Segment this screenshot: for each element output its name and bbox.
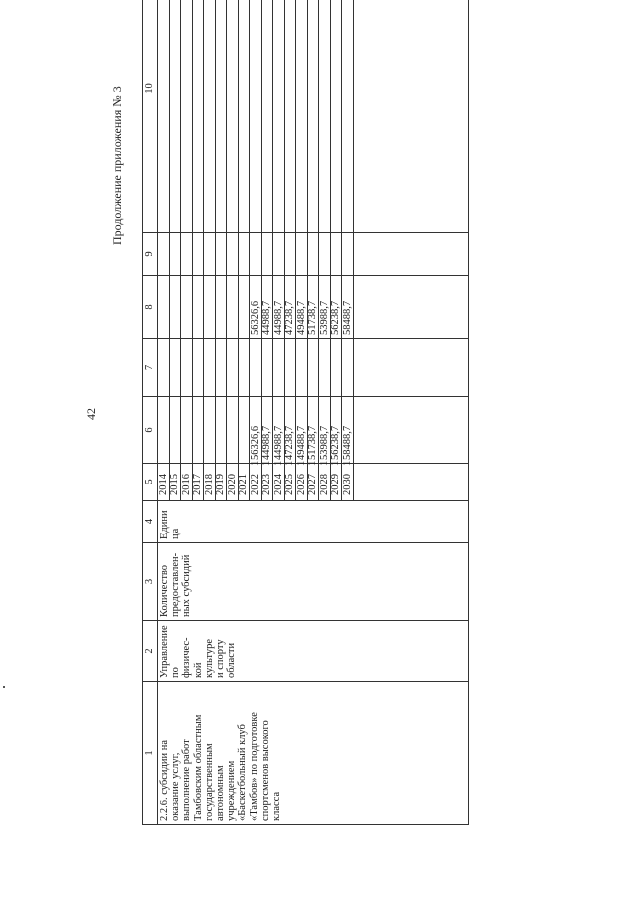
year-cell [158, 464, 170, 500]
col9-value [331, 233, 343, 275]
col7-value [158, 339, 170, 396]
unit-text: Едини ца [159, 510, 182, 539]
col8-value: 47238,7 [285, 276, 297, 338]
year-cell [272, 460, 285, 500]
col9-value [250, 233, 262, 275]
year-cell [341, 460, 354, 500]
col7-value [319, 339, 331, 396]
header-number-row [143, 0, 158, 825]
col7-value [342, 339, 354, 396]
column-9-cell [158, 233, 469, 276]
year-label: 2018 [203, 474, 215, 495]
year-list [157, 460, 354, 500]
col6-value: 51738,7 [308, 397, 320, 463]
col10-value [239, 0, 251, 232]
scan-speck [3, 686, 5, 688]
col7-value [273, 339, 285, 396]
col9-value [239, 233, 251, 275]
col8-value: 44988,7 [273, 276, 285, 338]
year-label: 2023 [261, 474, 273, 495]
col5-value: 1 [318, 460, 330, 466]
col-number: 1 [143, 682, 158, 825]
col9-value [216, 233, 228, 275]
col7-value [193, 339, 205, 396]
col7-value [285, 339, 297, 396]
col8-list [158, 276, 354, 338]
appendix-continuation-label: Продолжение приложения № 3 [110, 86, 124, 245]
col6-list [158, 397, 354, 463]
col8-value: 44988,7 [262, 276, 274, 338]
col8-value [158, 276, 170, 338]
column-7-cell [158, 339, 469, 397]
col6-value [170, 397, 182, 463]
col6-value: 56326,6 [250, 397, 262, 463]
col5-value: 1 [307, 460, 319, 466]
col6-value: 44988,7 [262, 397, 274, 463]
col6-value [227, 397, 239, 463]
col10-value [331, 0, 343, 232]
col5-value: 1 [295, 460, 307, 466]
col10-value [296, 0, 308, 232]
col10-value [285, 0, 297, 232]
col10-list [158, 0, 354, 232]
col10-value [204, 0, 216, 232]
col7-value [181, 339, 193, 396]
col9-value [158, 233, 170, 275]
col10-value [181, 0, 193, 232]
col9-value [262, 233, 274, 275]
col9-value [193, 233, 205, 275]
indicator-cell [158, 543, 469, 621]
col7-value [250, 339, 262, 396]
col8-value: 56326,6 [250, 276, 262, 338]
program-table [142, 0, 469, 825]
col9-value [204, 233, 216, 275]
col8-value: 49488,7 [296, 276, 308, 338]
year-cell [295, 460, 308, 500]
year-cell [170, 464, 182, 500]
year-cell [249, 460, 262, 500]
col7-value [227, 339, 239, 396]
year-label: 2016 [180, 474, 192, 495]
col5-value: 1 [330, 460, 342, 466]
col5-value: 1 [272, 460, 284, 466]
col9-value [308, 233, 320, 275]
col9-value [319, 233, 331, 275]
column-5-cell [157, 460, 469, 501]
col10-value [227, 0, 239, 232]
col9-value [181, 233, 193, 275]
unit-cell [158, 501, 469, 543]
year-label: 2029 [330, 474, 342, 495]
year-label: 2027 [307, 474, 319, 495]
col-number: 5 [143, 464, 158, 501]
col9-value [296, 233, 308, 275]
col9-value [170, 233, 182, 275]
col10-value [193, 0, 205, 232]
page-number: 42 [84, 408, 98, 420]
col-number: 2 [143, 621, 158, 682]
year-label: 2028 [318, 474, 330, 495]
col-number: 4 [143, 501, 158, 543]
col7-value [296, 339, 308, 396]
indicator-text: Количество предоставлен- ных субсидий [159, 552, 193, 617]
col10-value [319, 0, 331, 232]
executor-cell [158, 621, 469, 682]
col5-value: 1 [249, 460, 261, 466]
year-label: 2030 [341, 474, 353, 495]
year-cell [181, 464, 193, 500]
col7-value [239, 339, 251, 396]
col6-value: 44988,7 [273, 397, 285, 463]
col-number: 3 [143, 543, 158, 621]
year-label: 2019 [215, 474, 227, 495]
col10-value [273, 0, 285, 232]
col10-value [308, 0, 320, 232]
col8-value [227, 276, 239, 338]
year-cell [330, 460, 343, 500]
year-label: 2025 [284, 474, 296, 495]
col-number: 8 [143, 276, 158, 339]
measure-text: 2.2.6. субсидии на оказание услуг, выполнение работ Тамбовским областным государственным автономным учреждением «Баскетбольный клуб «Тамбов» по подготовке спортсменов высокого класса [159, 712, 283, 821]
col7-value [170, 339, 182, 396]
col8-value: 53988,7 [319, 276, 331, 338]
col-number: 6 [143, 397, 158, 464]
col7-value [331, 339, 343, 396]
year-label: 2020 [226, 474, 238, 495]
year-cell [216, 464, 228, 500]
year-label: 2014 [157, 474, 169, 495]
col10-value [250, 0, 262, 232]
column-8-cell [158, 276, 469, 339]
col9-value [273, 233, 285, 275]
executor-text: Управление по физичес- кой культуре и спорту области [159, 625, 238, 678]
column-10-cell [158, 0, 469, 233]
col-number: 10 [143, 0, 158, 233]
col8-value: 56238,7 [331, 276, 343, 338]
year-label: 2024 [272, 474, 284, 495]
col6-value: 53988,7 [319, 397, 331, 463]
col6-value: 56238,7 [331, 397, 343, 463]
col10-value [262, 0, 274, 232]
year-label: 2017 [192, 474, 204, 495]
col6-value [216, 397, 228, 463]
col5-value: 1 [261, 460, 273, 466]
col6-value: 47238,7 [285, 397, 297, 463]
col10-value [342, 0, 354, 232]
year-cell [227, 464, 239, 500]
year-cell [239, 464, 251, 500]
col7-value [262, 339, 274, 396]
col6-value: 58488,7 [342, 397, 354, 463]
col6-value [181, 397, 193, 463]
year-label: 2015 [169, 474, 181, 495]
col6-value [204, 397, 216, 463]
col8-value [239, 276, 251, 338]
column-6-cell [158, 397, 469, 464]
col8-value [181, 276, 193, 338]
col8-value [170, 276, 182, 338]
col7-value [308, 339, 320, 396]
col10-value [170, 0, 182, 232]
year-cell [261, 460, 274, 500]
col9-value [342, 233, 354, 275]
year-label: 2021 [238, 474, 250, 495]
col6-value [239, 397, 251, 463]
col10-value [158, 0, 170, 232]
year-cell [307, 460, 320, 500]
col5-value: 1 [341, 460, 353, 466]
col9-list [158, 233, 354, 275]
year-cell [193, 464, 205, 500]
year-cell [284, 460, 297, 500]
col6-value [193, 397, 205, 463]
measure-cell [158, 682, 469, 825]
col-number: 7 [143, 339, 158, 397]
year-cell [318, 460, 331, 500]
col7-list [158, 339, 354, 396]
table-row [158, 0, 469, 825]
col8-value [216, 276, 228, 338]
col5-value: 1 [284, 460, 296, 466]
col6-value: 49488,7 [296, 397, 308, 463]
col6-value [158, 397, 170, 463]
year-label: 2022 [249, 474, 261, 495]
col7-value [216, 339, 228, 396]
col8-value [204, 276, 216, 338]
col10-value [216, 0, 228, 232]
col7-value [204, 339, 216, 396]
col8-value: 58488,7 [342, 276, 354, 338]
col8-value: 51738,7 [308, 276, 320, 338]
col-number: 9 [143, 233, 158, 276]
col9-value [285, 233, 297, 275]
rotated-table-container [142, 45, 469, 825]
col9-value [227, 233, 239, 275]
year-cell [204, 464, 216, 500]
col8-value [193, 276, 205, 338]
year-label: 2026 [295, 474, 307, 495]
